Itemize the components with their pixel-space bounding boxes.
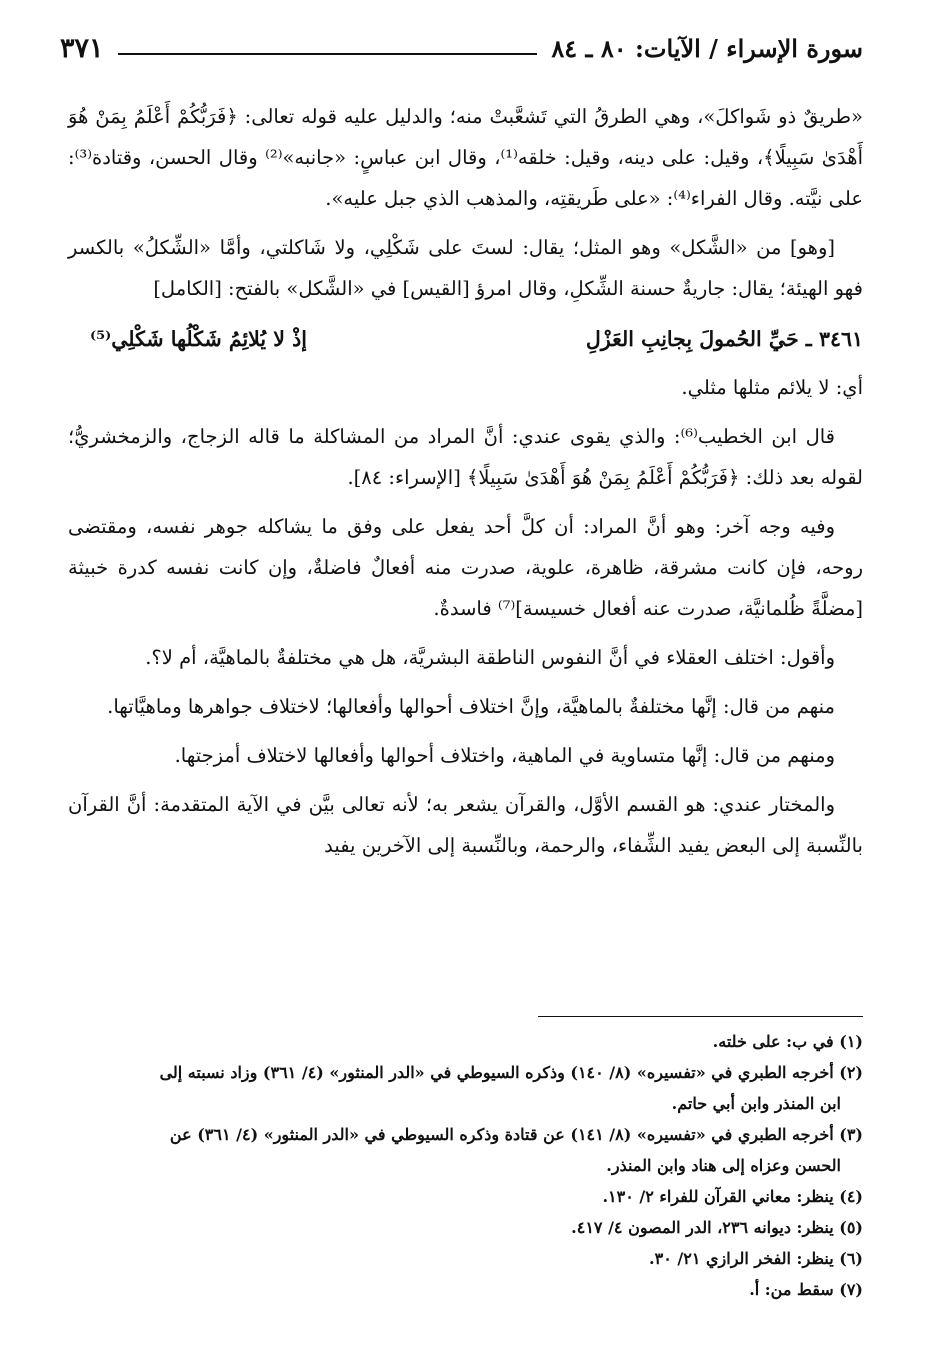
page-number: ٣٧١ [60, 32, 104, 64]
footnote-2-continuation: ابن المنذر وابن أبي حاتم. [671, 1094, 841, 1113]
footnote-2: (٢) أخرجه الطبري في «تفسيره» (٨/ ١٤٠) وذكره السيوطي في «الدر المنثور» (٤/ ٣٦١) وزاد نسبته إلى [159, 1063, 863, 1082]
footnote-1: (١) في ب: على خلته. [712, 1032, 863, 1051]
page-header [60, 24, 863, 72]
poem-number: ٣٤٦١ ـ [805, 327, 863, 351]
hemistich-2: إذْ لا يُلائِمُ شَكْلُها شَكْلِي⁽⁵⁾ [90, 327, 307, 351]
footnotes [68, 1026, 863, 1305]
footnote-3: (٣) أخرجه الطبري في «تفسيره» (٨/ ١٤١) عن قتادة وذكره السيوطي في «الدر المنثور» (٤/ ٣٦١) عن [169, 1125, 863, 1144]
running-title: سورة الإسراء / الآيات: ٨٠ ـ ٨٤ [551, 33, 863, 63]
paragraph-2: [وهو] من «الشَّكل» وهو المثل؛ يقال: لستَ على شَكْلِي، ولا شَاكلتي، وأمَّا «الشِّكلُ» بالكسر فهو الهيئة؛ يقال: جاريةٌ حسنة الشِّكلِ، وقال امرؤ [القيس] في «الشَّكل» بالفتح: [الكامل] [68, 236, 863, 300]
paragraph-1: «طريقٌ ذو شَواكلَ»، وهي الطرقُ التي تَشعَّبتْ منه؛ والدليل عليه قوله تعالى: ﴿فَرَبُّكُمْ أَعْلَمُ بِمَنْ هُوَ أَهْدَىٰ سَبِيلًا﴾، وقيل: على دينه، وقيل: خلقه⁽¹⁾، وقال ابن عباسٍ: «جانبه»⁽²⁾ وقال الحسن، وقتادة⁽³⁾: على نيَّته. وقال الفراء⁽⁴⁾: «على طَريقتِه، والمذهب الذي جبل عليه». [68, 105, 863, 210]
header-rule [118, 53, 538, 55]
paragraph-6: وأقول: اختلف العقلاء في أنَّ النفوس الناطقة البشريَّة، هل هي مختلفةٌ بالماهيَّة، أم لا؟. [145, 646, 835, 669]
footnote-7: (٧) سقط من: أ. [749, 1280, 863, 1299]
paragraph-8: ومنهم من قال: إنَّها متساوية في الماهية، واختلاف أحوالها وأفعالها لاختلاف أمزجتها. [174, 744, 835, 767]
footnote-4: (٤) ينظر: معاني القرآن للفراء ٢/ ١٣٠. [602, 1187, 863, 1206]
poem-verse [68, 317, 863, 361]
hemistich-1: حَيِّ الحُمولَ بِجانِبِ العَزْلِ [585, 327, 799, 351]
paragraph-4: قال ابن الخطيب⁽⁶⁾: والذي يقوى عندي: أنَّ المراد من المشاكلة ما قاله الزجاج، والزمخشريُّ؛ لقوله بعد ذلك: ﴿فَرَبُّكُمْ أَعْلَمُ بِمَنْ هُوَ أَهْدَىٰ سَبِيلًا﴾ [الإسراء: ٨٤]. [68, 425, 863, 489]
paragraph-7: منهم من قال: إنَّها مختلفةٌ بالماهيَّة، وإنَّ اختلاف أحوالها وأفعالها؛ لاختلاف جواهرها وماهيَّاتها. [107, 695, 835, 718]
footnote-6: (٦) ينظر: الفخر الرازي ٢١/ ٣٠. [649, 1249, 863, 1268]
paragraph-9: والمختار عندي: هو القسم الأوَّل، والقرآن يشعر به؛ لأنه تعالى بيَّن في الآية المتقدمة: أنَّ القرآن بالنِّسبة إلى البعض يفيد الشِّفاء، والرحمة، وبالنِّسبة إلى الآخرين يفيد [68, 793, 863, 857]
poem-first-half [586, 317, 863, 361]
footnote-5: (٥) ينظر: ديوانه ٢٣٦، الدر المصون ٤/ ٤١٧. [571, 1218, 863, 1237]
main-text [68, 96, 863, 874]
paragraph-5: وفيه وجه آخر: وهو أنَّ المراد: أن كلَّ أحد يفعل على وفق ما يشاكله جوهر نفسه، ومقتضى روحه، فإن كانت مشرقة، ظاهرة، علوية، صدرت منه أفعالٌ فاضلةٌ، وإن كانت نفسه كدرة خبيثة [مضلَّةً ظُلمانيَّة، صدرت عنه أفعال خسيسة]⁽⁷⁾ فاسدةٌ. [68, 515, 863, 620]
footnote-divider [538, 1016, 863, 1017]
paragraph-3: أي: لا يلائم مثلها مثلي. [681, 376, 863, 399]
footnote-3-continuation: الحسن وعزاه إلى هناد وابن المنذر. [606, 1156, 841, 1175]
